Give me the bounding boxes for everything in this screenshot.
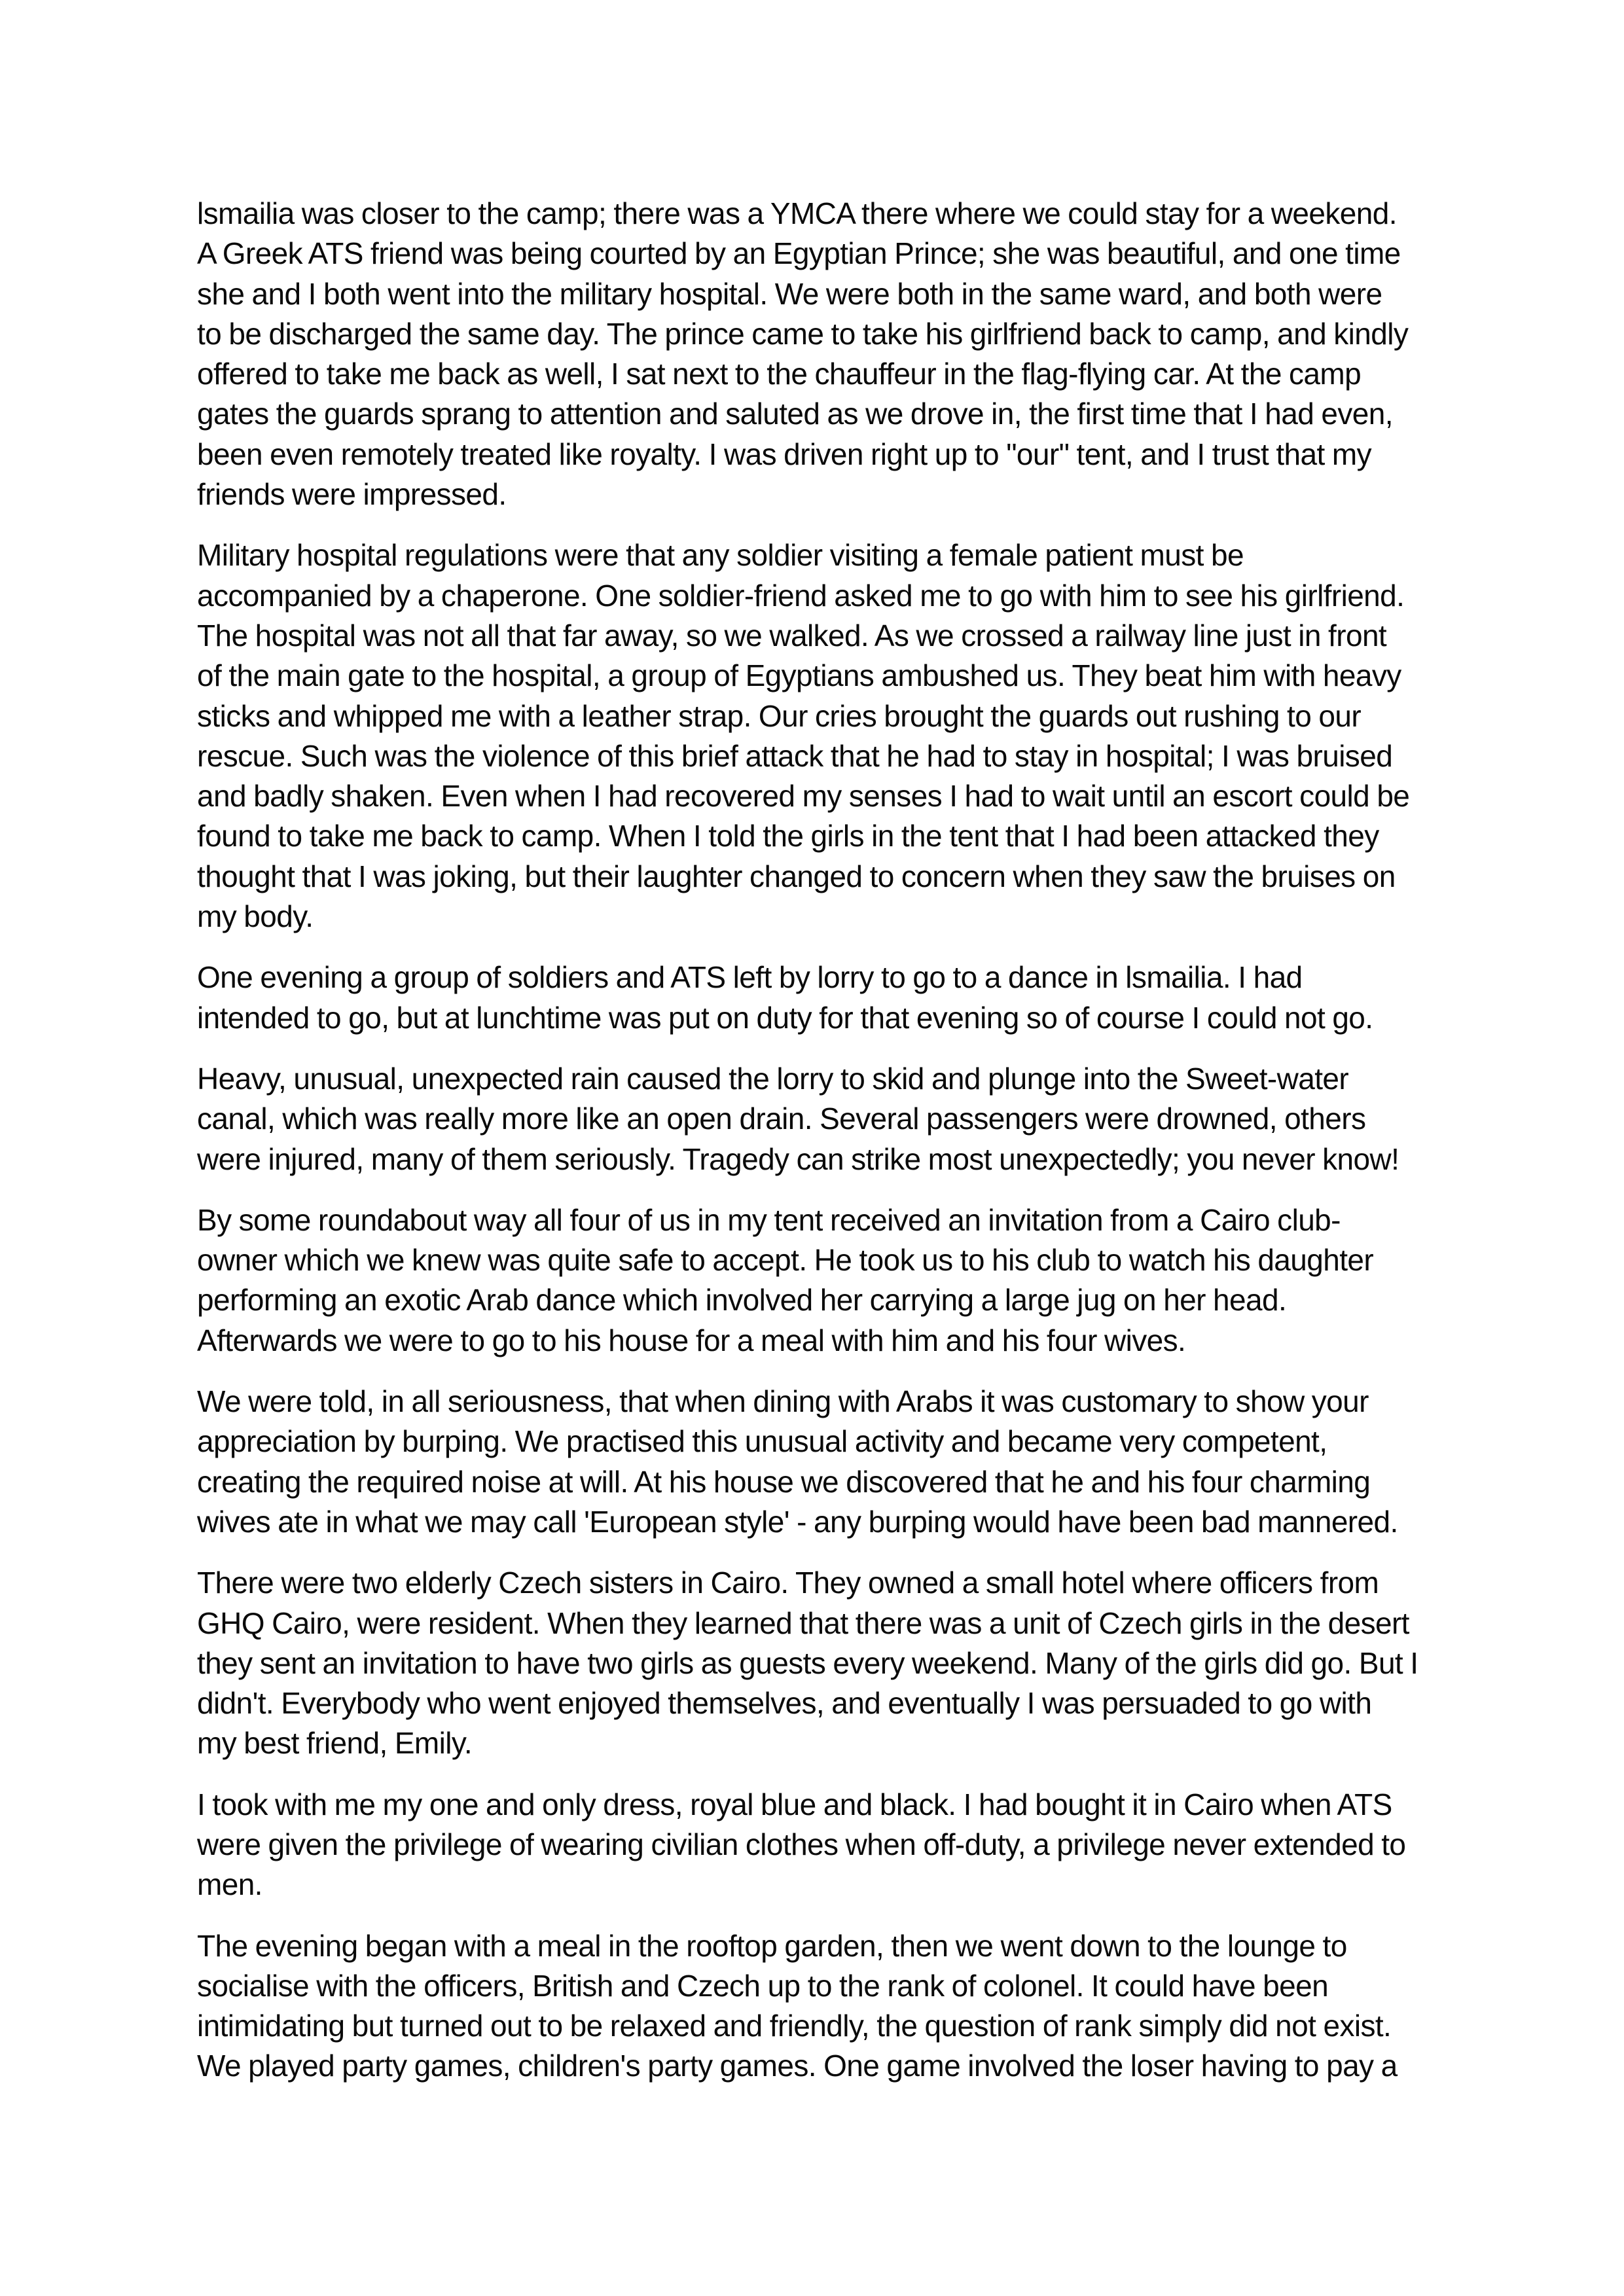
paragraph-czech-sisters — [197, 1563, 1441, 1763]
text-line: they sent an invitation to have two girls as guests every weekend. Many of the girls did go. But I — [197, 1645, 1418, 1680]
text-line: I took with me my one and only dress, royal blue and black. I had bought it in Cairo when ATS — [197, 1787, 1392, 1821]
text-line: my body. — [197, 899, 314, 934]
text-line: One evening a group of soldiers and ATS left by lorry to go to a dance in lsmailia. I had — [197, 960, 1303, 995]
text-line: my best friend, Emily. — [197, 1726, 473, 1761]
text-line: appreciation by burping. We practised this unusual activity and became very competent, — [197, 1424, 1327, 1459]
text-line: socialise with the officers, British and Czech up to the rank of colonel. It could have been — [197, 1968, 1329, 2003]
text-line: We were told, in all seriousness, that when dining with Arabs it was customary to show your — [197, 1384, 1369, 1419]
paragraph-canal-tragedy — [197, 1059, 1441, 1179]
text-line: lsmailia was closer to the camp; there was a YMCA there where we could stay for a weekend. — [197, 196, 1397, 230]
text-line: found to take me back to camp. When I told the girls in the tent that I had been attacked they — [197, 819, 1379, 853]
text-line: By some roundabout way all four of us in my tent received an invitation from a Cairo club- — [197, 1202, 1341, 1237]
paragraph-burping — [197, 1382, 1441, 1542]
paragraph-rooftop-evening — [197, 1926, 1441, 2087]
text-line: Heavy, unusual, unexpected rain caused the lorry to skid and plunge into the Sweet-water — [197, 1061, 1349, 1096]
text-line: The evening began with a meal in the rooftop garden, then we went down to the lounge to — [197, 1928, 1347, 1963]
paragraph-ismailia-prince — [197, 194, 1441, 514]
text-line: she and I both went into the military hospital. We were both in the same ward, and both were — [197, 276, 1382, 311]
text-line: offered to take me back as well, I sat next to the chauffeur in the flag-flying car. At the camp — [197, 357, 1362, 391]
text-line: owner which we knew was quite safe to accept. He took us to his club to watch his daughter — [197, 1243, 1374, 1278]
text-line: and badly shaken. Even when I had recovered my senses I had to wait until an escort could be — [197, 779, 1410, 814]
text-line: canal, which was really more like an open drain. Several passengers were drowned, others — [197, 1102, 1366, 1136]
text-line: creating the required noise at will. At his house we discovered that he and his four charming — [197, 1464, 1371, 1499]
paragraph-dress — [197, 1785, 1441, 1905]
text-line: A Greek ATS friend was being courted by an Egyptian Prince; she was beautiful, and one time — [197, 236, 1401, 271]
text-line: friends were impressed. — [197, 477, 507, 512]
text-line: wives ate in what we may call 'European style' - any burping would have been bad mannered. — [197, 1504, 1398, 1539]
text-line: Military hospital regulations were that any soldier visiting a female patient must be — [197, 538, 1244, 573]
text-line: accompanied by a chaperone. One soldier-friend asked me to go with him to see his girlfriend. — [197, 578, 1405, 613]
paragraph-hospital-ambush — [197, 535, 1441, 937]
text-line: intimidating but turned out to be relaxed and friendly, the question of rank simply did not exist. — [197, 2009, 1392, 2043]
text-line: of the main gate to the hospital, a group of Egyptians ambushed us. They beat him with heavy — [197, 658, 1401, 693]
text-line: gates the guards sprang to attention and saluted as we drove in, the first time that I had even, — [197, 397, 1393, 431]
document-page — [197, 194, 1441, 2108]
text-line: The hospital was not all that far away, so we walked. As we crossed a railway line just in front — [197, 618, 1387, 653]
text-line: were given the privilege of wearing civilian clothes when off-duty, a privilege never extended to — [197, 1827, 1406, 1861]
text-line: performing an exotic Arab dance which involved her carrying a large jug on her head. — [197, 1283, 1287, 1318]
paragraph-dance-lorry — [197, 958, 1441, 1038]
text-line: There were two elderly Czech sisters in Cairo. They owned a small hotel where officers from — [197, 1566, 1379, 1600]
text-line: men. — [197, 1867, 262, 1902]
text-line: We played party games, children's party games. One game involved the loser having to pay a — [197, 2049, 1398, 2083]
text-line: to be discharged the same day. The prince came to take his girlfriend back to camp, and kindly — [197, 316, 1409, 351]
text-line: didn't. Everybody who went enjoyed themselves, and eventually I was persuaded to go with — [197, 1686, 1372, 1721]
text-line: GHQ Cairo, were resident. When they learned that there was a unit of Czech girls in the desert — [197, 1605, 1409, 1640]
text-line: Afterwards we were to go to his house for a meal with him and his four wives. — [197, 1323, 1186, 1357]
text-line: intended to go, but at lunchtime was put on duty for that evening so of course I could not go. — [197, 1000, 1373, 1035]
text-line: rescue. Such was the violence of this brief attack that he had to stay in hospital; I was bruised — [197, 738, 1393, 773]
text-line: were injured, many of them seriously. Tragedy can strike most unexpectedly; you never know! — [197, 1141, 1399, 1176]
text-line: been even remotely treated like royalty. I was driven right up to "our" tent, and I trust that my — [197, 437, 1371, 471]
text-line: thought that I was joking, but their laughter changed to concern when they saw the bruises on — [197, 859, 1396, 893]
paragraph-cairo-club — [197, 1200, 1441, 1361]
text-line: sticks and whipped me with a leather strap. Our cries brought the guards out rushing to our — [197, 698, 1362, 733]
